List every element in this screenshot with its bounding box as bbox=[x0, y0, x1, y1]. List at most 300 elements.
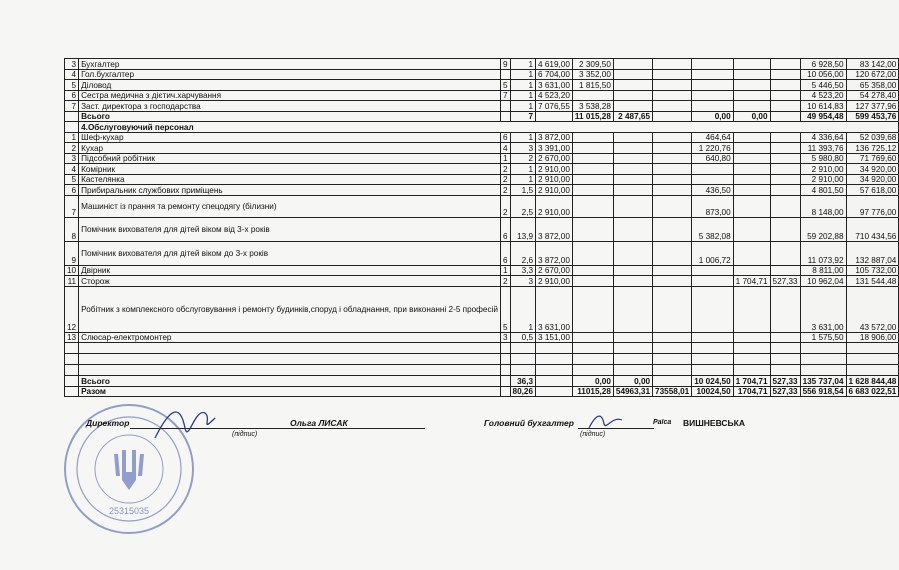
cell-v4 bbox=[653, 376, 692, 387]
table-row bbox=[65, 90, 899, 101]
cell-v5: 436,50 bbox=[692, 185, 733, 196]
cell-v6: 0,00 bbox=[733, 111, 770, 122]
cell-v6 bbox=[733, 59, 770, 70]
cell-v4 bbox=[653, 111, 692, 122]
cell-v3 bbox=[613, 286, 652, 332]
cell-v4 bbox=[653, 354, 692, 365]
cell-v1: 7 076,55 bbox=[536, 101, 573, 112]
cell-qty: 0,5 bbox=[510, 332, 536, 343]
cell-year bbox=[846, 343, 899, 354]
cell-no: 12 bbox=[65, 286, 79, 332]
cell-year: 710 434,56 bbox=[846, 217, 899, 241]
cell-no: 1 bbox=[65, 132, 79, 143]
cell-total: 59 202,88 bbox=[800, 217, 846, 241]
cell-cat bbox=[500, 365, 510, 376]
cell-v5: 464,64 bbox=[692, 132, 733, 143]
cell-total: 8 148,00 bbox=[800, 195, 846, 217]
cell-v4 bbox=[653, 195, 692, 217]
cell-name: Сторож bbox=[79, 276, 501, 287]
cell-v3 bbox=[613, 195, 652, 217]
cell-cat: 2 bbox=[500, 195, 510, 217]
cell-v2: 3 352,00 bbox=[572, 69, 613, 80]
cell-v1: 2 670,00 bbox=[536, 265, 573, 276]
cell-no: 13 bbox=[65, 332, 79, 343]
cell-v6 bbox=[733, 80, 770, 91]
cell-total: 4 523,20 bbox=[800, 90, 846, 101]
cell-name: Слюсар-електромонтер bbox=[79, 332, 501, 343]
cell-name bbox=[79, 365, 501, 376]
cell-year: 132 887,04 bbox=[846, 241, 899, 265]
cell-v1 bbox=[536, 365, 573, 376]
cell-name: Підсобний робітник bbox=[79, 153, 501, 164]
cell-qty: 1 bbox=[510, 69, 536, 80]
cell-v5 bbox=[692, 101, 733, 112]
cell-cat: 9 bbox=[500, 59, 510, 70]
accountant-label: Головний бухгалтер bbox=[484, 418, 574, 428]
cell-total: 49 954,48 bbox=[800, 111, 846, 122]
cell-no bbox=[65, 386, 79, 397]
cell-v7 bbox=[770, 69, 800, 80]
cell-v1: 2 910,00 bbox=[536, 174, 573, 185]
cell-v3 bbox=[613, 90, 652, 101]
cell-v7 bbox=[770, 90, 800, 101]
cell-cat: 2 bbox=[500, 185, 510, 196]
cell-v6 bbox=[733, 332, 770, 343]
cell-v3 bbox=[613, 276, 652, 287]
cell-v2 bbox=[572, 286, 613, 332]
cell-v5 bbox=[692, 174, 733, 185]
cell-v7 bbox=[770, 164, 800, 175]
cell-v1: 6 704,00 bbox=[536, 69, 573, 80]
cell-v3 bbox=[613, 217, 652, 241]
cell-qty: 3,3 bbox=[510, 265, 536, 276]
cell-no: 4 bbox=[65, 164, 79, 175]
cell-qty: 1,5 bbox=[510, 185, 536, 196]
cell-no: 8 bbox=[65, 217, 79, 241]
cell-year: 54 278,40 bbox=[846, 90, 899, 101]
total-row bbox=[65, 386, 899, 397]
cell-v2 bbox=[572, 354, 613, 365]
cell-cat: 1 bbox=[500, 153, 510, 164]
cell-v4 bbox=[653, 164, 692, 175]
cell-v4 bbox=[653, 241, 692, 265]
cell-v5 bbox=[692, 332, 733, 343]
cell-v5 bbox=[692, 286, 733, 332]
cell-year: 1 628 844,48 bbox=[846, 376, 899, 387]
cell-v3: 2 487,65 bbox=[613, 111, 652, 122]
cell-total: 135 737,04 bbox=[800, 376, 846, 387]
cell-v7: 527,33 bbox=[770, 386, 800, 397]
cell-v1: 2 910,00 bbox=[536, 164, 573, 175]
cell-v6 bbox=[733, 90, 770, 101]
cell-v1: 4 523,20 bbox=[536, 90, 573, 101]
cell-no: 7 bbox=[65, 195, 79, 217]
cell-v2: 0,00 bbox=[572, 376, 613, 387]
cell-v7 bbox=[770, 132, 800, 143]
cell-v4 bbox=[653, 59, 692, 70]
cell-no bbox=[65, 122, 79, 133]
cell-v1: 3 391,00 bbox=[536, 143, 573, 154]
cell-v5 bbox=[692, 354, 733, 365]
table-row bbox=[65, 101, 899, 112]
cell-year: 34 920,00 bbox=[846, 174, 899, 185]
cell-qty: 3 bbox=[510, 143, 536, 154]
cell-qty: 13,9 bbox=[510, 217, 536, 241]
cell-no: 9 bbox=[65, 241, 79, 265]
cell-v7 bbox=[770, 343, 800, 354]
cell-year: 6 683 022,51 bbox=[846, 386, 899, 397]
cell-v6 bbox=[733, 286, 770, 332]
cell-v7 bbox=[770, 265, 800, 276]
cell-year: 43 572,00 bbox=[846, 286, 899, 332]
cell-v3 bbox=[613, 164, 652, 175]
cell-v2 bbox=[572, 343, 613, 354]
cell-v7 bbox=[770, 80, 800, 91]
cell-name: Шеф-кухар bbox=[79, 132, 501, 143]
cell-v7 bbox=[770, 59, 800, 70]
cell-cat bbox=[500, 101, 510, 112]
cell-v6: 1 704,71 bbox=[733, 376, 770, 387]
cell-qty: 2,5 bbox=[510, 195, 536, 217]
cell-name: Бухгалтер bbox=[79, 59, 501, 70]
table-row bbox=[65, 217, 899, 241]
cell-name: Помічник вихователя для дітей віком до 3-х років bbox=[79, 241, 501, 265]
cell-qty bbox=[510, 354, 536, 365]
cell-v1 bbox=[536, 376, 573, 387]
cell-total: 1 575,50 bbox=[800, 332, 846, 343]
cell-v3 bbox=[613, 332, 652, 343]
cell-no bbox=[65, 354, 79, 365]
cell-year: 131 544,48 bbox=[846, 276, 899, 287]
cell-no: 7 bbox=[65, 101, 79, 112]
cell-v5 bbox=[692, 80, 733, 91]
cell-year: 136 725,12 bbox=[846, 143, 899, 154]
cell-name: Двірник bbox=[79, 265, 501, 276]
table-row bbox=[65, 365, 899, 376]
cell-v7 bbox=[770, 111, 800, 122]
cell-name: Заст. директора з господарства bbox=[79, 101, 501, 112]
cell-cat: 4 bbox=[500, 143, 510, 154]
cell-total: 4 801,50 bbox=[800, 185, 846, 196]
cell-v1: 3 631,00 bbox=[536, 286, 573, 332]
cell-v4: 73558,01 bbox=[653, 386, 692, 397]
cell-v1: 3 151,00 bbox=[536, 332, 573, 343]
cell-v6 bbox=[733, 69, 770, 80]
cell-name bbox=[79, 354, 501, 365]
cell-qty: 1 bbox=[510, 164, 536, 175]
cell-v4 bbox=[653, 153, 692, 164]
cell-name: Помічник вихователя для дітей віком від 3-х років bbox=[79, 217, 501, 241]
cell-year: 127 377,96 bbox=[846, 101, 899, 112]
accountant-last-name: ВИШНЕВСЬКА bbox=[683, 418, 745, 428]
cell-v7 bbox=[770, 195, 800, 217]
cell-v1: 2 670,00 bbox=[536, 153, 573, 164]
staff-table bbox=[64, 58, 899, 397]
cell-v5 bbox=[692, 59, 733, 70]
cell-v2: 11015,28 bbox=[572, 386, 613, 397]
cell-year: 18 906,00 bbox=[846, 332, 899, 343]
cell-name: Кастелянка bbox=[79, 174, 501, 185]
cell-v5: 873,00 bbox=[692, 195, 733, 217]
cell-no: 6 bbox=[65, 185, 79, 196]
cell-v5 bbox=[692, 265, 733, 276]
cell-no bbox=[65, 376, 79, 387]
cell-v4 bbox=[653, 343, 692, 354]
cell-qty: 1 bbox=[510, 59, 536, 70]
director-label: Директор bbox=[86, 418, 130, 428]
cell-cat: 1 bbox=[500, 265, 510, 276]
cell-total bbox=[800, 343, 846, 354]
accountant-signature-icon bbox=[586, 410, 626, 432]
cell-v3 bbox=[613, 69, 652, 80]
cell-name bbox=[79, 343, 501, 354]
total-row bbox=[65, 111, 899, 122]
cell-year: 52 039,68 bbox=[846, 132, 899, 143]
cell-v7 bbox=[770, 286, 800, 332]
cell-v7 bbox=[770, 153, 800, 164]
cell-cat bbox=[500, 354, 510, 365]
cell-v5: 10 024,50 bbox=[692, 376, 733, 387]
cell-year: 97 776,00 bbox=[846, 195, 899, 217]
cell-v3 bbox=[613, 80, 652, 91]
cell-qty: 1 bbox=[510, 174, 536, 185]
cell-qty: 1 bbox=[510, 286, 536, 332]
cell-v3: 54963,31 bbox=[613, 386, 652, 397]
cell-v4 bbox=[653, 286, 692, 332]
table-row bbox=[65, 143, 899, 154]
cell-v2 bbox=[572, 153, 613, 164]
cell-v5: 5 382,08 bbox=[692, 217, 733, 241]
cell-name: Всього bbox=[79, 111, 501, 122]
total-row bbox=[65, 376, 899, 387]
cell-v7 bbox=[770, 143, 800, 154]
cell-v6: 1 704,71 bbox=[733, 276, 770, 287]
cell-v6 bbox=[733, 195, 770, 217]
cell-year: 599 453,76 bbox=[846, 111, 899, 122]
cell-total: 3 631,00 bbox=[800, 286, 846, 332]
cell-name: Всього bbox=[79, 376, 501, 387]
cell-v2 bbox=[572, 164, 613, 175]
cell-v1: 4 619,00 bbox=[536, 59, 573, 70]
cell-v2 bbox=[572, 195, 613, 217]
cell-v1 bbox=[536, 386, 573, 397]
cell-v2: 3 538,28 bbox=[572, 101, 613, 112]
cell-v7 bbox=[770, 365, 800, 376]
director-sign-caption: (підпис) bbox=[232, 431, 258, 438]
cell-qty: 1 bbox=[510, 90, 536, 101]
cell-name: Гол.бухгалтер bbox=[79, 69, 501, 80]
cell-cat: 3 bbox=[500, 332, 510, 343]
cell-v1 bbox=[536, 354, 573, 365]
cell-v2 bbox=[572, 174, 613, 185]
cell-v1 bbox=[536, 343, 573, 354]
table-row bbox=[65, 185, 899, 196]
table-row bbox=[65, 343, 899, 354]
cell-v3 bbox=[613, 101, 652, 112]
cell-v6 bbox=[733, 241, 770, 265]
director-name: Ольга ЛИСАК bbox=[290, 418, 348, 428]
cell-v7 bbox=[770, 241, 800, 265]
cell-v7 bbox=[770, 185, 800, 196]
cell-v3 bbox=[613, 132, 652, 143]
cell-v6 bbox=[733, 354, 770, 365]
cell-total: 10 614,83 bbox=[800, 101, 846, 112]
cell-cat: 2 bbox=[500, 276, 510, 287]
cell-no bbox=[65, 111, 79, 122]
cell-v7 bbox=[770, 174, 800, 185]
cell-v6 bbox=[733, 265, 770, 276]
cell-v5: 1 006,72 bbox=[692, 241, 733, 265]
cell-total bbox=[800, 354, 846, 365]
cell-v4 bbox=[653, 80, 692, 91]
cell-no: 6 bbox=[65, 90, 79, 101]
cell-cat: 6 bbox=[500, 132, 510, 143]
cell-no: 3 bbox=[65, 59, 79, 70]
cell-v3 bbox=[613, 59, 652, 70]
cell-no: 5 bbox=[65, 174, 79, 185]
cell-v2 bbox=[572, 90, 613, 101]
table-row bbox=[65, 265, 899, 276]
table-row bbox=[65, 164, 899, 175]
cell-no: 5 bbox=[65, 80, 79, 91]
cell-v3 bbox=[613, 153, 652, 164]
cell-v7: 527,33 bbox=[770, 276, 800, 287]
cell-v4 bbox=[653, 143, 692, 154]
cell-v6 bbox=[733, 343, 770, 354]
cell-v2 bbox=[572, 365, 613, 376]
cell-total: 11 393,76 bbox=[800, 143, 846, 154]
cell-v5: 0,00 bbox=[692, 111, 733, 122]
cell-v6 bbox=[733, 174, 770, 185]
cell-v5 bbox=[692, 365, 733, 376]
cell-v5 bbox=[692, 276, 733, 287]
table-row bbox=[65, 80, 899, 91]
cell-v4 bbox=[653, 90, 692, 101]
cell-year: 120 672,00 bbox=[846, 69, 899, 80]
cell-cat bbox=[500, 69, 510, 80]
cell-v3 bbox=[613, 343, 652, 354]
cell-v2 bbox=[572, 276, 613, 287]
cell-v5: 1 220,76 bbox=[692, 143, 733, 154]
cell-v4 bbox=[653, 69, 692, 80]
cell-qty: 3 bbox=[510, 276, 536, 287]
cell-qty: 2 bbox=[510, 153, 536, 164]
cell-v3 bbox=[613, 143, 652, 154]
cell-cat: 7 bbox=[500, 90, 510, 101]
cell-v5: 10024,50 bbox=[692, 386, 733, 397]
section-header-row bbox=[65, 122, 899, 133]
cell-total: 4 336,64 bbox=[800, 132, 846, 143]
cell-cat bbox=[500, 376, 510, 387]
cell-v3 bbox=[613, 174, 652, 185]
cell-total: 8 811,00 bbox=[800, 265, 846, 276]
cell-v2 bbox=[572, 132, 613, 143]
cell-v6 bbox=[733, 143, 770, 154]
cell-year: 105 732,00 bbox=[846, 265, 899, 276]
table-row bbox=[65, 354, 899, 365]
cell-cat: 6 bbox=[500, 217, 510, 241]
cell-no: 4 bbox=[65, 69, 79, 80]
cell-v7 bbox=[770, 354, 800, 365]
cell-v6 bbox=[733, 217, 770, 241]
cell-v2 bbox=[572, 265, 613, 276]
cell-v2: 1 815,50 bbox=[572, 80, 613, 91]
cell-v2 bbox=[572, 185, 613, 196]
cell-v2 bbox=[572, 241, 613, 265]
cell-v4 bbox=[653, 132, 692, 143]
cell-v1 bbox=[536, 111, 573, 122]
cell-v3 bbox=[613, 365, 652, 376]
table-row bbox=[65, 241, 899, 265]
cell-cat: 5 bbox=[500, 286, 510, 332]
cell-v1: 3 872,00 bbox=[536, 132, 573, 143]
cell-qty: 36,3 bbox=[510, 376, 536, 387]
cell-v7 bbox=[770, 332, 800, 343]
cell-v4 bbox=[653, 217, 692, 241]
cell-no: 3 bbox=[65, 153, 79, 164]
cell-v1: 3 872,00 bbox=[536, 217, 573, 241]
trident-icon bbox=[114, 450, 144, 490]
cell-cat bbox=[500, 343, 510, 354]
cell-v5 bbox=[692, 69, 733, 80]
cell-total: 2 910,00 bbox=[800, 174, 846, 185]
cell-v6 bbox=[733, 101, 770, 112]
cell-no bbox=[65, 343, 79, 354]
cell-v4 bbox=[653, 174, 692, 185]
cell-v5: 640,80 bbox=[692, 153, 733, 164]
cell-v1: 2 910,00 bbox=[536, 195, 573, 217]
table-row bbox=[65, 132, 899, 143]
stamp-code: 25315035 bbox=[108, 506, 150, 516]
cell-qty: 2,6 bbox=[510, 241, 536, 265]
cell-v1: 2 910,00 bbox=[536, 276, 573, 287]
cell-v2 bbox=[572, 217, 613, 241]
cell-qty bbox=[510, 365, 536, 376]
cell-cat bbox=[500, 111, 510, 122]
table-row bbox=[65, 332, 899, 343]
cell-v4 bbox=[653, 265, 692, 276]
cell-qty bbox=[510, 343, 536, 354]
cell-v6 bbox=[733, 132, 770, 143]
cell-name: Діловод bbox=[79, 80, 501, 91]
cell-v4 bbox=[653, 332, 692, 343]
cell-total: 556 918,54 bbox=[800, 386, 846, 397]
cell-v6 bbox=[733, 153, 770, 164]
cell-v1: 2 910,00 bbox=[536, 185, 573, 196]
cell-total bbox=[800, 365, 846, 376]
cell-v4 bbox=[653, 101, 692, 112]
cell-v6: 1704,71 bbox=[733, 386, 770, 397]
cell-no: 2 bbox=[65, 143, 79, 154]
accountant-sign-caption: (підпис) bbox=[580, 431, 606, 438]
cell-cat: 2 bbox=[500, 174, 510, 185]
cell-v3 bbox=[613, 265, 652, 276]
cell-v2 bbox=[572, 332, 613, 343]
cell-name: Разом bbox=[79, 386, 501, 397]
cell-qty: 80,26 bbox=[510, 386, 536, 397]
cell-v7 bbox=[770, 217, 800, 241]
cell-year: 71 769,60 bbox=[846, 153, 899, 164]
cell-v5 bbox=[692, 164, 733, 175]
cell-v4 bbox=[653, 276, 692, 287]
accountant-first-name: Раїса bbox=[653, 419, 672, 426]
cell-total: 10 056,00 bbox=[800, 69, 846, 80]
cell-v5 bbox=[692, 90, 733, 101]
cell-v6 bbox=[733, 164, 770, 175]
cell-v2: 2 309,50 bbox=[572, 59, 613, 70]
cell-v3: 0,00 bbox=[613, 376, 652, 387]
cell-v1: 3 631,00 bbox=[536, 80, 573, 91]
